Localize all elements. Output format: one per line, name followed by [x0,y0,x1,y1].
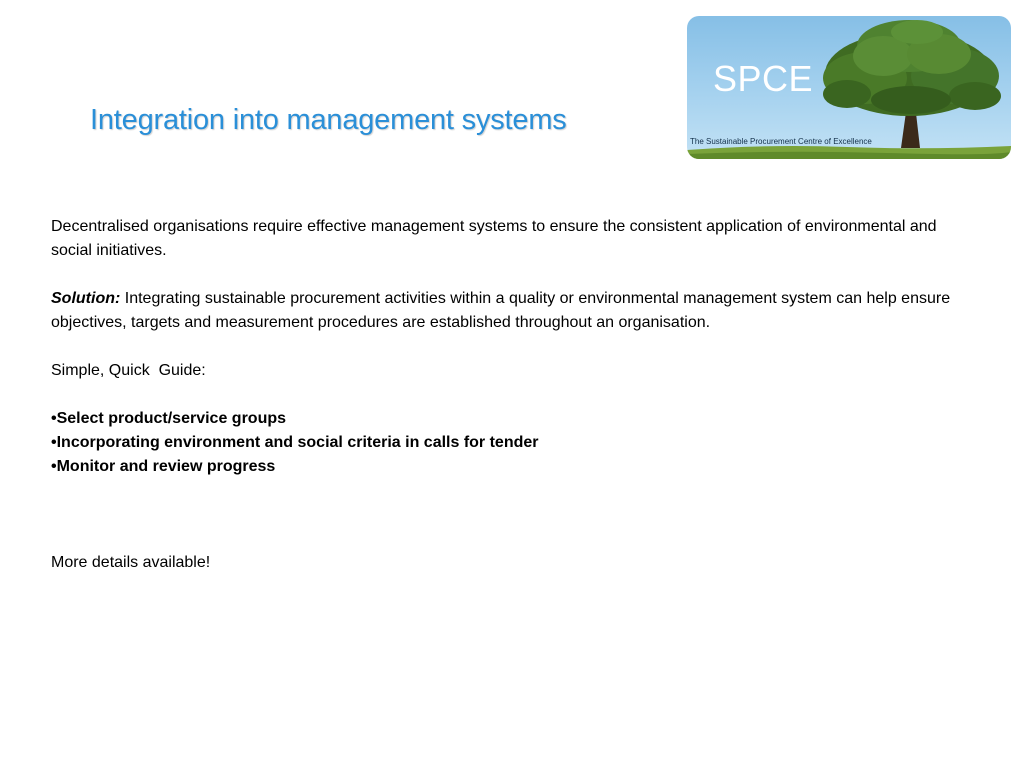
logo-tagline: The Sustainable Procurement Centre of Excellence [690,137,872,146]
footer-text: More details available! [51,554,211,571]
intro-paragraph: Decentralised organisations require effective management systems to ensure the consistent application of environmental and social initiatives. [51,218,937,259]
solution-text: Integrating sustainable procurement activities within a quality or environmental management system can help ensure objectives, targets and measurement procedures are established throughout an organisation. [51,290,951,331]
slide-title: Integration into management systems [90,104,567,136]
solution-paragraph [51,287,971,335]
logo-name: SPCE [713,58,814,99]
spce-logo [687,16,1011,159]
bullet-item: •Monitor and review progress [51,458,276,475]
bullet-item: •Incorporating environment and social criteria in calls for tender [51,434,539,451]
slide-body [51,215,971,575]
bullet-item: •Select product/service groups [51,410,287,427]
solution-label: Solution: [51,290,121,307]
guide-heading: Simple, Quick Guide: [51,362,206,379]
